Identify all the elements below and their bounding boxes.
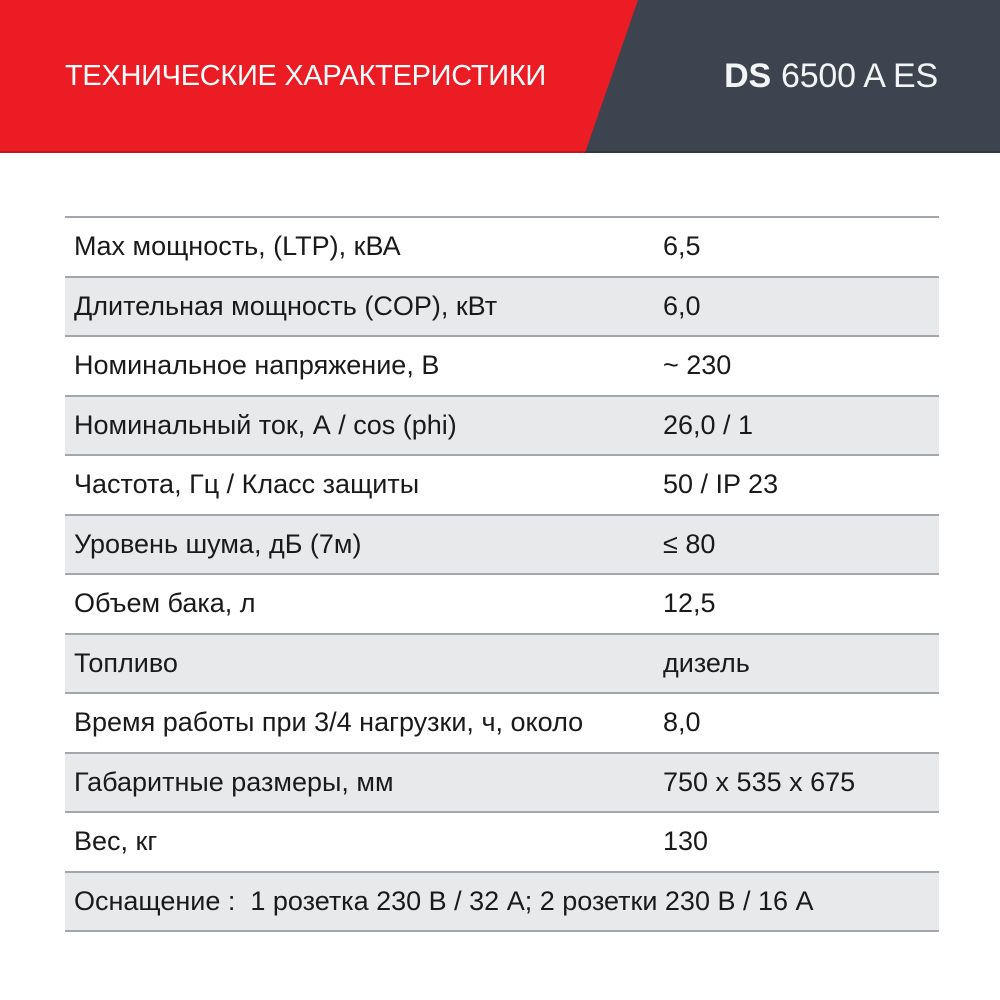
spec-label: Объем бака, л	[74, 588, 256, 619]
spec-value: 12,5	[663, 588, 716, 619]
model-name	[724, 0, 938, 157]
spec-label: Номинальный ток, А / cos (phi)	[74, 409, 457, 440]
spec-label: Топливо	[74, 647, 178, 678]
table-row	[65, 276, 939, 336]
spec-table	[65, 216, 939, 932]
spec-label: Частота, Гц / Класс защиты	[74, 469, 420, 500]
table-row	[65, 692, 939, 752]
spec-value: ~ 230	[663, 350, 732, 381]
spec-label: Время работы при 3/4 нагрузки, ч, около	[74, 707, 584, 738]
table-row	[65, 811, 939, 871]
spec-value: 8,0	[663, 707, 701, 738]
header-banner	[0, 0, 1000, 153]
spec-label: Габаритные размеры, мм	[74, 766, 394, 797]
table-row	[65, 573, 939, 633]
table-row	[65, 633, 939, 693]
spec-value: 750 x 535 x 675	[663, 766, 856, 797]
model-series-label: DS	[724, 57, 771, 95]
table-row	[65, 514, 939, 574]
table-row	[65, 335, 939, 395]
spec-label: Оснащение : 1 розетка 230 В / 32 А; 2 розетки 230 В / 16 А	[74, 885, 814, 916]
spec-value: 6,0	[663, 290, 701, 321]
table-row	[65, 216, 939, 276]
spec-label: Вес, кг	[74, 826, 158, 857]
page-title: ТЕХНИЧЕСКИЕ ХАРАКТЕРИСТИКИ	[65, 60, 546, 92]
spec-value: 130	[663, 826, 709, 857]
table-row	[65, 752, 939, 812]
spec-value: 50 / IP 23	[663, 469, 779, 500]
spec-value: дизель	[663, 647, 750, 678]
table-row-equipment	[65, 871, 939, 931]
table-row	[65, 454, 939, 514]
table-row	[65, 395, 939, 455]
spec-label: Номинальное напряжение, В	[74, 350, 440, 381]
spec-label: Max мощность, (LTP), кВА	[74, 231, 401, 262]
spec-value: 26,0 / 1	[663, 409, 754, 440]
spec-label: Длительная мощность (COP), кВт	[74, 290, 498, 321]
spec-value: ≤ 80	[663, 528, 716, 559]
model-number-label: 6500 A ES	[780, 57, 938, 95]
spec-label: Уровень шума, дБ (7м)	[74, 528, 362, 559]
spec-value: 6,5	[663, 231, 701, 262]
